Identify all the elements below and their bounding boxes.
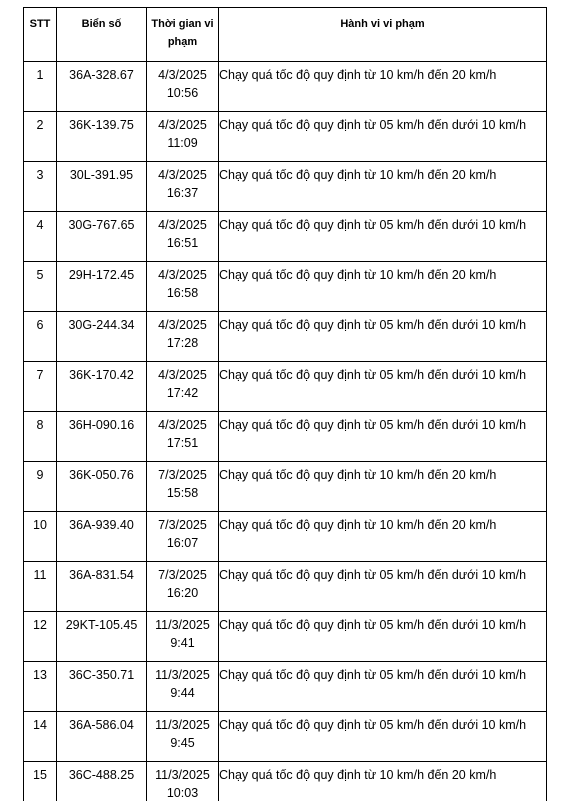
row-date: 7/3/2025 [158, 568, 207, 582]
row-plate: 36C-350.71 [57, 662, 147, 712]
row-time: 10:56 [166, 86, 199, 100]
table-header-row [24, 8, 547, 62]
row-time: 10:03 [166, 786, 199, 800]
row-date: 11/3/2025 [155, 668, 210, 682]
row-violation: Chạy quá tốc độ quy định từ 10 km/h đến 20 km/h [219, 462, 547, 512]
row-datetime [147, 712, 219, 762]
row-date: 4/3/2025 [158, 368, 207, 382]
row-time: 17:51 [166, 436, 199, 450]
row-datetime [147, 412, 219, 462]
table-row [24, 412, 547, 462]
row-date: 4/3/2025 [158, 168, 207, 182]
row-stt: 15 [24, 762, 57, 801]
row-datetime [147, 312, 219, 362]
row-plate: 30G-244.34 [57, 312, 147, 362]
row-violation: Chạy quá tốc độ quy định từ 05 km/h đến dưới 10 km/h [219, 412, 547, 462]
table-row [24, 362, 547, 412]
row-date: 4/3/2025 [158, 118, 207, 132]
row-date: 4/3/2025 [158, 418, 207, 432]
table-row [24, 612, 547, 662]
row-datetime [147, 212, 219, 262]
row-date: 4/3/2025 [158, 68, 207, 82]
row-violation: Chạy quá tốc độ quy định từ 05 km/h đến dưới 10 km/h [219, 562, 547, 612]
row-datetime [147, 762, 219, 801]
row-violation: Chạy quá tốc độ quy định từ 05 km/h đến dưới 10 km/h [219, 712, 547, 762]
row-stt: 10 [24, 512, 57, 562]
row-datetime [147, 162, 219, 212]
row-stt: 5 [24, 262, 57, 312]
row-plate: 36H-090.16 [57, 412, 147, 462]
row-datetime [147, 612, 219, 662]
row-time: 16:51 [166, 236, 199, 250]
row-plate: 36K-050.76 [57, 462, 147, 512]
row-date: 7/3/2025 [158, 468, 207, 482]
row-time: 9:41 [170, 636, 195, 650]
row-plate: 36K-139.75 [57, 112, 147, 162]
row-time: 17:28 [166, 336, 199, 350]
row-plate: 36K-170.42 [57, 362, 147, 412]
row-violation: Chạy quá tốc độ quy định từ 10 km/h đến 20 km/h [219, 262, 547, 312]
table-row [24, 162, 547, 212]
row-time: 16:07 [166, 536, 199, 550]
row-violation: Chạy quá tốc độ quy định từ 10 km/h đến 20 km/h [219, 162, 547, 212]
row-datetime [147, 62, 219, 112]
row-plate: 30L-391.95 [57, 162, 147, 212]
table-row [24, 312, 547, 362]
row-violation: Chạy quá tốc độ quy định từ 05 km/h đến dưới 10 km/h [219, 362, 547, 412]
row-datetime [147, 362, 219, 412]
row-date: 7/3/2025 [158, 518, 207, 532]
row-violation: Chạy quá tốc độ quy định từ 05 km/h đến dưới 10 km/h [219, 212, 547, 262]
row-stt: 2 [24, 112, 57, 162]
row-time: 16:37 [166, 186, 199, 200]
table-row [24, 262, 547, 312]
row-violation: Chạy quá tốc độ quy định từ 05 km/h đến dưới 10 km/h [219, 612, 547, 662]
row-stt: 14 [24, 712, 57, 762]
row-stt: 1 [24, 62, 57, 112]
row-stt: 6 [24, 312, 57, 362]
row-date: 11/3/2025 [155, 768, 210, 782]
row-plate: 29KT-105.45 [57, 612, 147, 662]
row-plate: 36A-831.54 [57, 562, 147, 612]
row-plate: 36A-586.04 [57, 712, 147, 762]
row-time: 11:09 [167, 136, 198, 150]
row-time: 17:42 [166, 386, 199, 400]
row-violation: Chạy quá tốc độ quy định từ 10 km/h đến 20 km/h [219, 62, 547, 112]
row-date: 4/3/2025 [158, 268, 207, 282]
header-violation: Hành vi vi phạm [219, 8, 547, 62]
row-date: 11/3/2025 [155, 618, 210, 632]
row-stt: 8 [24, 412, 57, 462]
table-body [24, 62, 547, 801]
row-plate: 36C-488.25 [57, 762, 147, 801]
table-row [24, 562, 547, 612]
row-violation: Chạy quá tốc độ quy định từ 05 km/h đến dưới 10 km/h [219, 312, 547, 362]
row-date: 4/3/2025 [158, 318, 207, 332]
row-violation: Chạy quá tốc độ quy định từ 05 km/h đến dưới 10 km/h [219, 112, 547, 162]
row-stt: 11 [24, 562, 57, 612]
row-time: 9:44 [170, 686, 195, 700]
row-datetime [147, 262, 219, 312]
table-row [24, 112, 547, 162]
row-datetime [147, 462, 219, 512]
row-stt: 4 [24, 212, 57, 262]
row-date: 4/3/2025 [158, 218, 207, 232]
row-datetime [147, 662, 219, 712]
row-stt: 9 [24, 462, 57, 512]
table-row [24, 62, 547, 112]
row-date: 11/3/2025 [155, 718, 210, 732]
row-violation: Chạy quá tốc độ quy định từ 05 km/h đến dưới 10 km/h [219, 662, 547, 712]
table-row [24, 662, 547, 712]
header-time: Thời gian vi phạm [147, 8, 219, 62]
header-plate: Biển số [57, 8, 147, 62]
row-time: 15:58 [166, 486, 199, 500]
row-plate: 36A-328.67 [57, 62, 147, 112]
row-time: 16:20 [166, 586, 199, 600]
row-time: 16:58 [166, 286, 199, 300]
row-datetime [147, 512, 219, 562]
header-stt: STT [24, 8, 57, 62]
table-row [24, 512, 547, 562]
violations-table [23, 7, 547, 801]
row-time: 9:45 [170, 736, 195, 750]
row-plate: 36A-939.40 [57, 512, 147, 562]
row-plate: 30G-767.65 [57, 212, 147, 262]
row-datetime [147, 562, 219, 612]
row-stt: 7 [24, 362, 57, 412]
row-violation: Chạy quá tốc độ quy định từ 10 km/h đến 20 km/h [219, 512, 547, 562]
row-datetime [147, 112, 219, 162]
table-row [24, 712, 547, 762]
table-row [24, 212, 547, 262]
table-row [24, 762, 547, 801]
row-stt: 3 [24, 162, 57, 212]
table-row [24, 462, 547, 512]
row-stt: 13 [24, 662, 57, 712]
row-plate: 29H-172.45 [57, 262, 147, 312]
row-stt: 12 [24, 612, 57, 662]
row-violation: Chạy quá tốc độ quy định từ 10 km/h đến 20 km/h [219, 762, 547, 801]
